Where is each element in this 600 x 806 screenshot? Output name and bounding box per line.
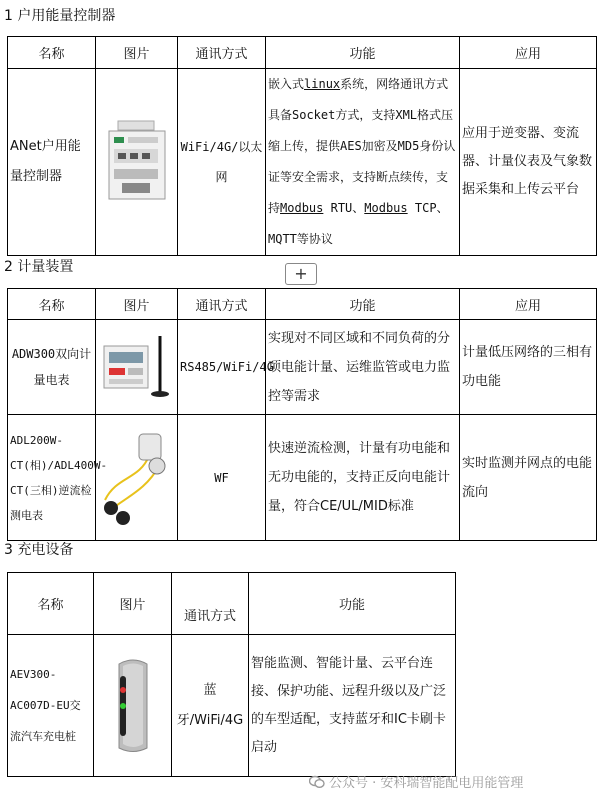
header-function: 功能: [249, 573, 456, 635]
product-image: [96, 415, 178, 541]
header-name: 名称: [8, 573, 94, 635]
add-button[interactable]: +: [285, 263, 317, 285]
header-picture: 图片: [96, 37, 178, 69]
product-name: ANet户用能量控制器: [8, 69, 96, 256]
watermark-text: 公众号 · 安科瑞智能配电用能管理: [329, 776, 524, 791]
energy-controller-image: [104, 119, 170, 205]
header-application: 应用: [460, 289, 597, 320]
charging-table: [7, 572, 456, 777]
metering-table: [7, 288, 597, 541]
function-text: 智能监测、智能计量、云平台连接、保护功能、远程升级以及广泛的车型适配，支持蓝牙和IC卡刷卡启动: [249, 635, 456, 777]
comm-method: WiFi/4G/以太网: [178, 69, 266, 256]
header-name: 名称: [8, 37, 96, 69]
section-title-controller: 1 户用能量控制器: [4, 8, 116, 24]
controller-table: [7, 36, 597, 256]
header-application: 应用: [460, 37, 597, 69]
wechat-icon: [309, 775, 325, 789]
product-image: [94, 635, 172, 777]
function-text: 实现对不同区域和不同负荷的分项电能计量、运维监管或电力监控等需求: [266, 320, 460, 415]
current-transformer-image: [99, 426, 175, 530]
application-text: 计量低压网络的三相有功电能: [460, 320, 597, 415]
product-name: AEV300-AC007D-EU交流汽车充电桩: [8, 635, 94, 777]
product-name: ADL200W-CT(相)/ADL400W-CT(三相)逆流检测电表: [8, 415, 96, 541]
product-name: ADW300双向计量电表: [8, 320, 96, 415]
function-text: 快速逆流检测，计量有功电能和无功电能的，支持正反向电能计量，符合CE/UL/MID标准: [266, 415, 460, 541]
header-comm: 通讯方式: [178, 289, 266, 320]
section-title-charging: 3 充电设备: [4, 542, 74, 558]
header-function: 功能: [266, 37, 460, 69]
comm-method: 蓝牙/WiFi/4G: [172, 635, 249, 777]
application-text: 应用于逆变器、变流器、计量仪表及气象数据采集和上传云平台: [460, 69, 597, 256]
header-function: 功能: [266, 289, 460, 320]
application-text: 实时监测并网点的电能流向: [460, 415, 597, 541]
comm-method: WF: [178, 415, 266, 541]
comm-method: RS485/WiFi/4G: [178, 320, 266, 415]
meter-image: [100, 332, 174, 402]
header-name: 名称: [8, 289, 96, 320]
ev-charger-image: [111, 656, 155, 756]
watermark: [309, 772, 523, 791]
function-text: 嵌入式linux系统，网络通讯方式具备Socket方式，支持XML格式压缩上传，提供AES加密及MD5身份认证等安全需求，支持断点续传，支持Modbus RTU、Modbus TCP、MQTT等协议: [266, 69, 460, 256]
header-comm: 通讯方式: [172, 573, 249, 635]
product-image: [96, 69, 178, 256]
product-image: [96, 320, 178, 415]
section-title-metering: 2 计量装置: [4, 259, 74, 275]
header-picture: 图片: [96, 289, 178, 320]
header-picture: 图片: [94, 573, 172, 635]
header-comm: 通讯方式: [178, 37, 266, 69]
